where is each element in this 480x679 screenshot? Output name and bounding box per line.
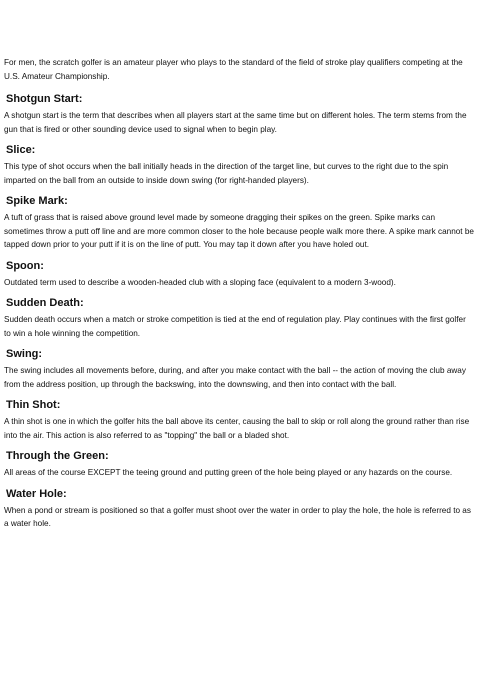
intro-paragraph: For men, the scratch golfer is an amateur player who plays to the standard of the field of stroke play qualifiers competing at the U.S. Amateur Championship.	[4, 58, 463, 81]
term-heading: Slice:	[6, 144, 36, 156]
glossary-entry	[4, 93, 474, 136]
term-definition: A shotgun start is the term that describes when all players start at the same time but on different holes. The term stems from the gun that is fired or other sounding device used to signal when to begin play.	[4, 111, 467, 134]
term-heading: Shotgun Start:	[6, 93, 83, 105]
glossary-entry	[4, 399, 474, 442]
term-definition: The swing includes all movements before, during, and after you make contact with the ball -- the action of moving the club away from the address position, up through the backswing, into the downswing, and then into contact with the ball.	[4, 366, 466, 389]
term-definition: When a pond or stream is positioned so that a golfer must shoot over the water in order to play the hole, the hole is referred to as a water hole.	[4, 505, 471, 528]
glossary-entry	[4, 488, 474, 531]
term-heading: Spike Mark:	[6, 195, 68, 207]
term-heading: Swing:	[6, 348, 43, 360]
term-definition: A tuft of grass that is raised above ground level made by someone dragging their spikes on the green. Spike marks can sometimes throw a putt off line and are more common closer to the hole because people walk more there. A spike mark cannot be tapped down prior to your putt if it is on the line of putt. You may tap it down after you have holed out.	[4, 213, 474, 249]
term-definition: All areas of the course EXCEPT the teeing ground and putting green of the hole being played or any hazards on the course.	[4, 468, 453, 477]
glossary-entry	[4, 297, 474, 340]
glossary-entry	[4, 260, 474, 290]
term-definition: This type of shot occurs when the ball initially heads in the direction of the target line, but curves to the right due to the spin imparted on the ball from an outside to inside down swing (for right-handed players).	[4, 162, 449, 185]
term-heading: Water Hole:	[6, 487, 67, 500]
glossary-page	[4, 56, 474, 539]
term-heading: Thin Shot:	[6, 399, 61, 411]
term-heading: Sudden Death:	[6, 297, 84, 309]
glossary-entry	[4, 144, 474, 187]
term-heading: Spoon:	[6, 259, 44, 272]
glossary-entry	[4, 450, 474, 480]
term-definition: Sudden death occurs when a match or stroke competition is tied at the end of regulation play. Play continues with the first golfer to win a hole winning the competition.	[4, 315, 466, 338]
glossary-entry	[4, 195, 474, 252]
term-definition: A thin shot is one in which the golfer hits the ball above its center, causing the ball to skip or roll along the ground rather than rise into the air. This action is also referred to as "topping" the ball or a bladed shot.	[4, 417, 470, 440]
term-heading: Through the Green:	[6, 450, 109, 462]
term-definition: Outdated term used to describe a wooden-headed club with a sloping face (equivalent to a modern 3-wood).	[4, 277, 396, 287]
glossary-entry	[4, 348, 474, 391]
